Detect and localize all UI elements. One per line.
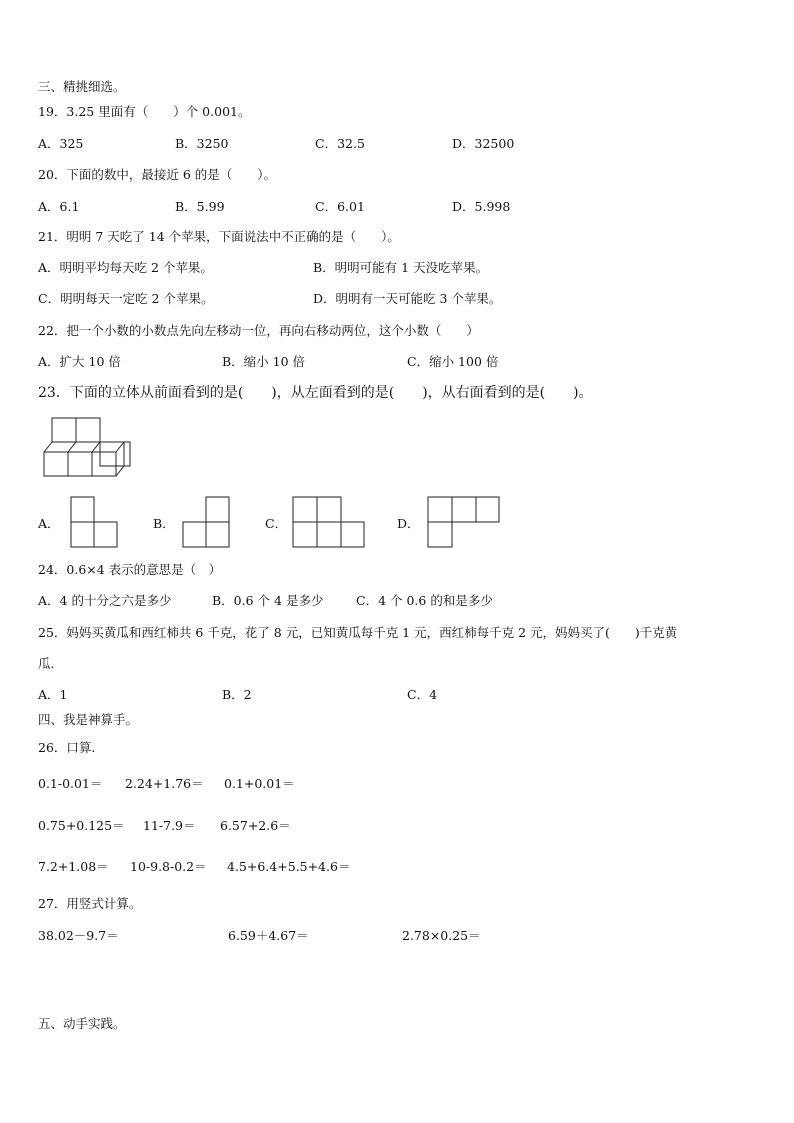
question-23-option-c: C． — [265, 516, 288, 531]
section-5-title: 五、动手实践。 — [38, 1016, 126, 1031]
question-23-option-a: A． — [38, 516, 60, 531]
mental-calc-item: 0.1+0.01＝ — [224, 776, 295, 791]
view-b-figure — [182, 496, 232, 550]
solid-figure-3d-cubes — [42, 416, 134, 484]
question-19-stem: 19．3.25 里面有（ ）个 0.001。 — [38, 104, 251, 119]
view-c-figure — [292, 496, 366, 550]
question-20-option-c: C．6.01 — [315, 199, 365, 214]
mental-calc-item: 7.2+1.08＝ — [38, 859, 109, 874]
question-19-option-c: C．32.5 — [315, 136, 365, 151]
view-d-figure — [427, 496, 501, 550]
question-21-option-b: B．明明可能有 1 天没吃苹果。 — [313, 260, 489, 275]
question-26-stem: 26．口算. — [38, 740, 96, 755]
vertical-calc-item: 6.59＋4.67＝ — [228, 928, 309, 943]
question-24-option-b: B．0.6 个 4 是多少 — [212, 593, 324, 608]
question-19-option-a: A．325 — [38, 136, 84, 151]
question-25-stem-line-1: 25．妈妈买黄瓜和西红柿共 6 千克，花了 8 元，已知黄瓜每千克 1 元，西红柿每千克 2 元，妈妈买了( )千克黄 — [38, 625, 678, 640]
question-25-stem-line-2: 瓜. — [38, 656, 55, 671]
vertical-calc-item: 38.02－9.7＝ — [38, 928, 119, 943]
question-22-option-c: C．缩小 100 倍 — [407, 354, 499, 369]
question-24-option-c: C．4 个 0.6 的和是多少 — [356, 593, 493, 608]
section-3-title: 三、精挑细选。 — [38, 79, 126, 94]
question-24-option-a: A．4 的十分之六是多少 — [38, 593, 172, 608]
question-22-option-a: A．扩大 10 倍 — [38, 354, 121, 369]
question-19-option-d: D．32500 — [452, 136, 515, 151]
mental-calc-item: 11-7.9＝ — [143, 818, 196, 833]
question-20-option-b: B．5.99 — [175, 199, 225, 214]
mental-calc-item: 4.5+6.4+5.5+4.6＝ — [227, 859, 351, 874]
question-22-option-b: B．缩小 10 倍 — [222, 354, 306, 369]
mental-calc-item: 0.1-0.01＝ — [38, 776, 103, 791]
mental-calc-item: 0.75+0.125＝ — [38, 818, 125, 833]
question-20-option-d: D．5.998 — [452, 199, 511, 214]
question-25-option-b: B．2 — [222, 687, 252, 702]
mental-calc-item: 6.57+2.6＝ — [220, 818, 291, 833]
question-27-stem: 27．用竖式计算。 — [38, 896, 142, 911]
question-23-option-b: B． — [153, 516, 175, 531]
question-21-option-c: C．明明每天一定吃 2 个苹果。 — [38, 291, 214, 306]
mental-calc-item: 10-9.8-0.2＝ — [130, 859, 207, 874]
question-24-stem: 24．0.6×4 表示的意思是（ ） — [38, 562, 222, 577]
question-20-stem: 20．下面的数中，最接近 6 的是（ ）。 — [38, 167, 277, 182]
question-20-option-a: A．6.1 — [38, 199, 80, 214]
vertical-calc-item: 2.78×0.25＝ — [402, 928, 481, 943]
question-25-option-a: A．1 — [38, 687, 68, 702]
question-22-stem: 22．把一个小数的小数点先向左移动一位，再向右移动两位，这个小数（ ） — [38, 323, 479, 338]
section-4-title: 四、我是神算手。 — [38, 712, 139, 727]
view-a-figure — [70, 496, 120, 550]
question-21-option-a: A．明明平均每天吃 2 个苹果。 — [38, 260, 213, 275]
question-25-option-c: C．4 — [407, 687, 438, 702]
question-23-option-d: D． — [397, 516, 420, 531]
question-21-stem: 21．明明 7 天吃了 14 个苹果，下面说法中不正确的是（ ）。 — [38, 229, 400, 244]
question-23-stem: 23．下面的立体从前面看到的是( )，从左面看到的是( )，从右面看到的是( )。 — [38, 385, 593, 401]
question-19-option-b: B．3250 — [175, 136, 229, 151]
mental-calc-item: 2.24+1.76＝ — [125, 776, 204, 791]
question-21-option-d: D．明明有一天可能吃 3 个苹果。 — [313, 291, 502, 306]
